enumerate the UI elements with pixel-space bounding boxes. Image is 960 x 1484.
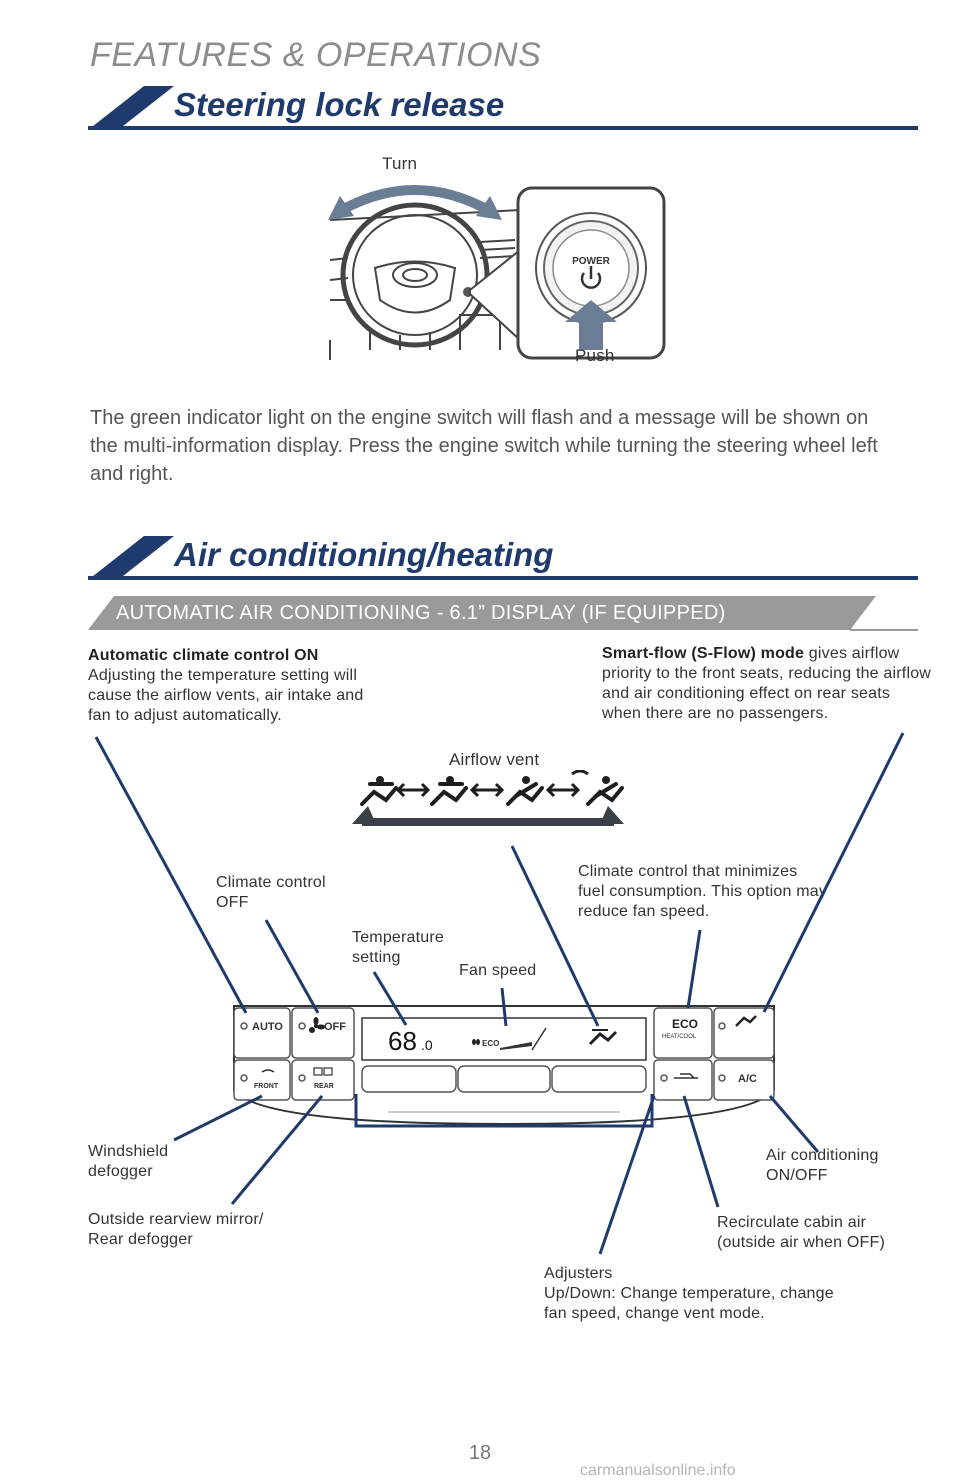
sflow-callout-title: Smart-flow (S-Flow) mode bbox=[602, 645, 805, 662]
auto-callout-title: Automatic climate control ON bbox=[88, 647, 319, 664]
climate-sub-banner bbox=[88, 596, 878, 630]
climate-off-label: Climate control OFF bbox=[216, 874, 326, 911]
page-section-label: FEATURES & OPERATIONS bbox=[90, 36, 542, 74]
panel-ac-button[interactable]: A/C bbox=[738, 1073, 757, 1085]
sflow-callout-text: gives airflow priority to the front seats, reducing the airflow and air conditioning effect on rear seats when there are no passengers. bbox=[602, 645, 932, 722]
panel-eco-sub: HEAT/COOL bbox=[662, 1034, 697, 1040]
fan-speed-label: Fan speed bbox=[459, 962, 537, 979]
airflow-vent-label: Airflow vent bbox=[449, 750, 540, 769]
panel-eco-display: ECO bbox=[482, 1039, 500, 1048]
page-number: 18 bbox=[468, 1442, 492, 1464]
panel-temp-display: 68 bbox=[388, 1026, 417, 1056]
push-label: Push bbox=[575, 346, 615, 365]
climate-section-title: Air conditioning/heating bbox=[174, 536, 554, 573]
watermark: carmanualsonline.info bbox=[580, 1462, 736, 1479]
climate-control-panel bbox=[228, 998, 780, 1132]
auto-callout-text: Adjusting the temperature setting will cause the airflow vents, air intake and fan to adjust automatically. bbox=[88, 667, 364, 724]
auto-callout bbox=[88, 646, 388, 726]
adjusters-text: Up/Down: Change temperature, change fan speed, change vent mode. bbox=[544, 1285, 834, 1322]
temperature-label: Temperature setting bbox=[352, 929, 445, 966]
steering-section-title: Steering lock release bbox=[174, 86, 505, 123]
ac-onoff-label: Air conditioning ON/OFF bbox=[766, 1147, 879, 1184]
steering-section-header bbox=[88, 86, 918, 130]
recirculate-label: Recirculate cabin air (outside air when OFF) bbox=[717, 1214, 886, 1251]
adjusters-title: Adjusters bbox=[544, 1265, 613, 1282]
rear-defogger-label: Outside rearview mirror/ Rear defogger bbox=[88, 1211, 264, 1248]
airflow-vent-icons bbox=[340, 770, 650, 830]
climate-banner-text: AUTOMATIC AIR CONDITIONING - 6.1” DISPLAY (IF EQUIPPED) bbox=[116, 602, 726, 624]
panel-temp-decimal: .0 bbox=[421, 1037, 433, 1053]
power-button-label: POWER bbox=[572, 256, 610, 267]
panel-rear-button[interactable]: REAR bbox=[314, 1083, 334, 1090]
sflow-callout bbox=[602, 644, 932, 724]
climate-section-header bbox=[88, 536, 918, 580]
panel-eco-button[interactable]: ECO bbox=[672, 1017, 699, 1031]
windshield-defogger-label: Windshield defogger bbox=[88, 1143, 169, 1180]
panel-auto-button[interactable]: AUTO bbox=[252, 1021, 283, 1033]
turn-label: Turn bbox=[382, 154, 418, 173]
panel-off-button[interactable]: OFF bbox=[324, 1021, 346, 1033]
adjusters-callout bbox=[544, 1264, 854, 1324]
eco-callout: Climate control that minimizes fuel consumption. This option may reduce fan speed. bbox=[578, 863, 828, 920]
steering-illustration bbox=[320, 150, 670, 365]
panel-front-button[interactable]: FRONT bbox=[254, 1083, 279, 1090]
steering-description: The green indicator light on the engine switch will flash and a message will be shown on the multi-information display. Press the engine switch while turning the steering wheel left and right. bbox=[90, 407, 878, 485]
